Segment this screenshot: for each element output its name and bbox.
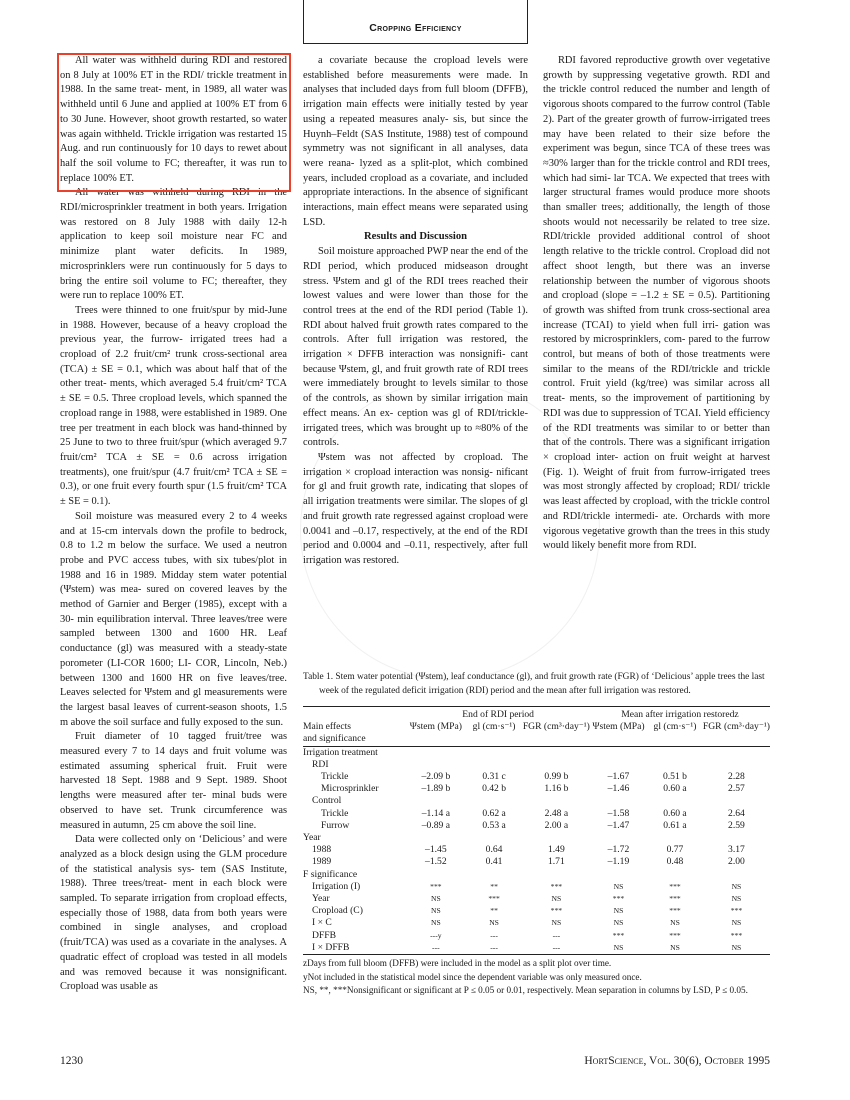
- table-1: [303, 671, 770, 998]
- data-table: [303, 707, 770, 954]
- paragraph: All water was withheld during RDI in the RDI/microsprinkler treatment in both years. Irrigation was restored on 8 July 1988 with daily 12-h application to keep soil moisture near FC and minimize plant water deficits. In 1989, microsprinklers were run continuously for 5 days to bring the entire soil volume to FC; thereafter, they were run to replace 100% ET.: [60, 187, 287, 302]
- table-cell: 0.53 a: [482, 819, 506, 831]
- table-cell: NS: [551, 894, 562, 904]
- table-cell: [703, 759, 770, 771]
- table-column-header: gl (cm·s⁻¹): [472, 721, 516, 733]
- table-row-label: Trickle: [321, 807, 349, 819]
- table-cell: [523, 869, 590, 881]
- table-cell: [465, 759, 523, 771]
- table-cell: 0.61 a: [663, 819, 687, 831]
- table-cell: –1.58: [607, 807, 630, 819]
- table-row-label: RDI: [312, 758, 329, 770]
- section-heading: Results and Discussion: [363, 231, 468, 243]
- table-cell: 2.57: [728, 783, 745, 795]
- text-column-2: [303, 54, 528, 569]
- table-cell: ---y: [430, 930, 442, 940]
- table-row: [303, 820, 770, 832]
- table-cell: 0.62 a: [482, 807, 506, 819]
- table-column-header-row: [303, 721, 770, 733]
- table-cell: –1.52: [425, 856, 447, 868]
- table-cell: ***: [669, 930, 681, 940]
- table-footnotes: [303, 957, 770, 998]
- table-row: [303, 856, 770, 868]
- table-bottom-rule: [303, 954, 770, 955]
- table-row: [303, 942, 770, 954]
- table-group-header-row: [303, 707, 770, 721]
- table-cell: NS: [613, 942, 624, 952]
- table-row-label: 1988: [312, 844, 332, 856]
- table-row: [303, 795, 770, 807]
- table-row-label: DFFB: [312, 929, 336, 941]
- table-footnote: yNot included in the statistical model since the dependent variable was only measured once.: [303, 971, 642, 982]
- table-cell: –1.89 b: [421, 783, 451, 795]
- text-column-1: [60, 54, 287, 995]
- table-cell: [703, 832, 770, 844]
- table-cell: ***: [730, 930, 743, 940]
- table-row-label: Cropload (C): [312, 905, 363, 917]
- table-cell: NS: [670, 942, 680, 952]
- table-row: [303, 893, 770, 905]
- table-cell: NS: [430, 894, 441, 904]
- table-cell: 0.60 a: [663, 783, 687, 795]
- table-cell: **: [490, 881, 498, 891]
- table-cell: 1.71: [547, 856, 565, 868]
- table-cell: 0.99 b: [544, 771, 569, 783]
- table-cell: –1.72: [607, 844, 630, 856]
- table-cell: [647, 746, 703, 759]
- table-cell: [465, 832, 523, 844]
- table-cell: NS: [731, 918, 742, 928]
- table-cell: 0.48: [666, 856, 684, 868]
- table-row: [303, 869, 770, 881]
- table-cell: –1.19: [607, 856, 630, 868]
- table-group-header: Mean after irrigation restoredz: [621, 709, 739, 720]
- table-cell: NS: [613, 918, 624, 928]
- table-row-label: 1989: [312, 856, 332, 868]
- table-cell: ***: [669, 906, 681, 916]
- table-cell: [703, 746, 770, 759]
- table-row-label: F significance: [303, 868, 358, 880]
- journal-citation: HortScience, Vol. 30(6), October 1995: [584, 1055, 770, 1067]
- table-row-label: Year: [312, 893, 330, 905]
- table-cell: 2.00: [728, 856, 745, 868]
- table-cell: NS: [670, 918, 680, 928]
- table-cell: ***: [612, 930, 625, 940]
- table-cell: ***: [550, 906, 563, 916]
- table-cell: [406, 832, 465, 844]
- table-cell: [523, 746, 590, 759]
- table-row: [303, 759, 770, 771]
- paragraph: Soil moisture was measured every 2 to 4 weeks and at 15-cm intervals down the profile to bedrock, 0.8 to 1.2 m below the surface. We used a neutron probe and PVC access tubes, with six tubes/plot in 1988 and 16 in 1989. Midday stem water potential (Ψstem) was mea- sured on covered leaves by the method of Garnier and Berger (1985), except with a 30- min equilibration interval. Three leaves/tree were sampled between 1300 and 1600 HR. Leaf conductance (gl) was measured with a steady-state porometer (LI-COR 1600; LI- COR, Lincoln, Neb.) between 1300 and 1600 HR on five leaves/tree. Leaves selected for Ψstem and gl measurements were the largest basal leaves of current-season shoots, 1.5 m above the soil surface and fully exposed to the sun.: [60, 510, 287, 728]
- table-row: [303, 930, 770, 942]
- table-row: [303, 832, 770, 844]
- table-row-label: Microsprinkler: [321, 783, 379, 795]
- table-cell: 0.77: [666, 844, 684, 856]
- table-column-header: gl (cm·s⁻¹): [653, 721, 697, 733]
- table-row: [303, 783, 770, 795]
- table-cell: [647, 869, 703, 881]
- table-cell: [523, 795, 590, 807]
- table-cell: [590, 869, 647, 881]
- running-header-title: Cropping Efficiency: [369, 22, 462, 34]
- table-cell: [590, 746, 647, 759]
- table-footnote: zDays from full bloom (DFFB) were included in the model as a split plot over time.: [303, 958, 612, 969]
- table-cell: [523, 832, 590, 844]
- table-cell: –1.67: [607, 771, 630, 783]
- table-cell: NS: [731, 894, 742, 904]
- table-cell: NS: [731, 881, 742, 891]
- table-cell: ---: [552, 930, 561, 940]
- table-caption: Table 1. Stem water potential (Ψstem), leaf conductance (gl), and fruit growth rate (FGR) of ‘Delicious’ apple trees the last week of the regulated deficit irrigation (RDI) period and the mean after full irrigation was restored.: [303, 672, 765, 696]
- table-cell: ***: [430, 881, 442, 891]
- table-cell: 1.16 b: [544, 783, 569, 795]
- table-row: [303, 808, 770, 820]
- table-cell: ***: [488, 894, 500, 904]
- table-cell: 0.31 c: [482, 771, 506, 783]
- table-cell: –1.46: [607, 783, 630, 795]
- table-cell: 1.49: [547, 844, 565, 856]
- table-cell: [465, 795, 523, 807]
- table-footnote: NS, **, ***Nonsignificant or significant at P ≤ 0.05 or 0.01, respectively. Mean separation in columns by LSD, P ≤ 0.05.: [303, 985, 748, 996]
- table-cell: 2.28: [728, 771, 745, 783]
- table-cell: [406, 869, 465, 881]
- table-cell: [523, 759, 590, 771]
- table-cell: [647, 832, 703, 844]
- table-cell: NS: [731, 942, 742, 952]
- table-row: [303, 771, 770, 783]
- table-cell: ***: [669, 894, 681, 904]
- table-cell: ***: [550, 881, 563, 891]
- paragraph: Trees were thinned to one fruit/spur by mid-June in 1988. However, because of a heavy cropload the previous year, the furrow- irrigated trees had a cropload of 2.2 fruit/cm² trunk cross-sectional area (TCA) ± SE = 0.1, which was about half that of the other treat- ments, which averaged 5.4 fruit/cm² TCA ± SE = 0.5. Three cropload levels, which spanned the cropload range in 1988, were established in 1989. One tree per treatment in each block was hand-thinned by 25 June to two to three fruit/spur (which averaged 9.7 fruit/cm² TCA ± SE = 0.6 across irrigation treatments), one fruit/spur (4.7 fruit/cm² TCA ± SE = 0.3), or one fruit every fourth spur (1.5 fruit/cm² TCA ± SE = 0.1).: [60, 304, 287, 508]
- table-cell: [590, 795, 647, 807]
- table-cell: [590, 759, 647, 771]
- table-cell: [703, 795, 770, 807]
- table-row: [303, 844, 770, 856]
- paragraph: Fruit diameter of 10 tagged fruit/tree was measured every 7 to 14 days and fruit volume was estimated assuming spherical fruit. Fruit were harvested 18 Sept. 1988 and 9 Sept. 1989. Shoot lengths were measured after ter- minal buds were observed to have set. Trunk circumference was measured in autumn, 25 cm above the soil line.: [60, 731, 287, 831]
- table-column-header: Ψstem (MPa): [409, 721, 462, 733]
- table-cell: [647, 795, 703, 807]
- table-cell: NS: [551, 918, 562, 928]
- table-row-label: Irrigation treatment: [303, 746, 378, 758]
- paragraph: RDI favored reproductive growth over vegetative growth by suppressing vegetative growth. RDI and the trickle control reduced the number and length of vigorous shoots compared to the furrow control (Table 2). Part of the greater growth of furrow-irrigated trees may have been related to their size before the experiment was begun, since TCA of these trees was ≈30% larger than for the trickle control and RDI trees, which had simi- lar TCA. We expected that trees with larger structural frames would produce more shoots than smaller trees; additionally, the length of those shoots would not necessarily be related to tree size. RDI/trickle provided additional control of shoot length relative to the trickle control. Cropload did not affect shoot length, but there was an inverse relationship between the number of vigorous shoots and cropload (slope = –1.2 ± SE = 0.5). Partitioning of growth was shifted from trunk cross-sectional area increase (TCAI) to yield when full irri- gation was restored by microsprinklers, com- pared to the furrow control, but means of both of those treatments were similar to the means of the RDI/trickle and trickle control. Fruit yield (kg/tree) was similar across all treat- ments, so the improvement of partitioning by RDI was due to suppression of TCAI. Yield efficiency of the RDI treatments was similar to or better than that of the controls. There was a significant irrigation × cropload inter- action on fruit weight at harvest (Fig. 1). Weight of fruit from furrow-irrigated trees was most strongly affected by cropload; RDI/ trickle was least affected by cropload, with the trickle control and RDI/trickle intermedi- ate. Orchards with more vigorous vegetative growth than the trees in this study would likely benefit more from RDI.: [543, 55, 770, 552]
- table-cell: 0.41: [485, 856, 503, 868]
- table-column-header: Ψstem (MPa): [592, 721, 645, 733]
- table-row-label: Irrigation (I): [312, 880, 361, 892]
- table-cell: 2.59: [728, 819, 745, 831]
- table-cell: [406, 759, 465, 771]
- table-column-header-row: [303, 733, 770, 746]
- table-cell: 2.64: [728, 807, 745, 819]
- page-number: 1230: [60, 1055, 83, 1067]
- table-cell: 2.48 a: [544, 807, 569, 819]
- table-row-label: I × C: [312, 917, 332, 929]
- table-column-header: FGR (cm³·day⁻¹): [702, 721, 770, 733]
- running-header-box: [303, 0, 528, 44]
- paragraph: Ψstem was not affected by cropload. The irrigation × cropload interaction was nonsig- nificant for gl and fruit growth rate, indicating that slopes of all irrigation treatments were similar. The slopes of gl and fruit growth rate regressed against cropload were 0.0041 and –0.17, respectively, at the end of the RDI period and 0.0004 and –0.11, respectively, after full irrigation was restored.: [303, 451, 528, 566]
- table-row: [303, 881, 770, 893]
- table-cell: ---: [490, 930, 498, 940]
- table-row: [303, 917, 770, 929]
- table-cell: [465, 869, 523, 881]
- table-row-label: Furrow: [321, 819, 350, 831]
- table-cell: 0.51 b: [662, 771, 687, 783]
- table-cell: ***: [612, 894, 625, 904]
- table-cell: **: [490, 906, 498, 916]
- table-cell: [465, 746, 523, 759]
- table-cell: –2.09 b: [421, 771, 451, 783]
- paragraph: Data were collected only on ‘Delicious’ and were analyzed as a block design using the GLM procedure of the statistical analysis sys- tem (SAS Institute, 1988). Three trees/treat- ment in each block were sampled. To separate irrigation from cropload effects, especially those of 1988, data from both years were combined in single analyses, and cropload (fruit/TCA) was used as a covariate in the analyses. A quadratic effect of cropload was tested in all models and was removed because it was nonsignificant. Cropload was usable as: [60, 834, 287, 993]
- table-cell: [406, 795, 465, 807]
- table-cell: –1.14 a: [421, 807, 450, 819]
- table-cell: ***: [730, 906, 743, 916]
- table-cell: 0.60 a: [663, 807, 687, 819]
- paragraph: a covariate because the cropload levels were established before measurements were made. In analyses that included days from full bloom (DFFB), irrigation main effects were initially tested by year using a repeated measures analy- sis, but since the Huynh–Feldt (SAS Institute, 1988) test of compound symmetry was not significant in all analyses, data were reana- lyzed as a split-plot, which combined years, included cropload as a covariate, and included appropriate interactions. In the absence of significant interactions, main effect means were separated using LSD.: [303, 55, 528, 228]
- table-cell: [703, 869, 770, 881]
- table-cell: [590, 832, 647, 844]
- table-row: [303, 746, 770, 759]
- table-row-label: Control: [312, 795, 342, 807]
- table-cell: 3.17: [728, 844, 745, 856]
- table-cell: NS: [489, 918, 499, 928]
- table-row: [303, 905, 770, 917]
- paragraph: All water was withheld during RDI and restored on 8 July at 100% ET in the RDI/ trickle treatment in 1988. In the same treat- ment, in 1989, all water was withheld until 6 June and applied at 100% ET from 6 to 30 June. However, shoot growth restarted, so water was again withheld. Trickle irrigation was restarted 15 Aug. and run continuously for 10 days to rewet about half the soil volume to FC; thereafter, it was run to replace 100% ET.: [60, 55, 287, 184]
- table-cell: ---: [490, 942, 498, 952]
- table-cell: 0.42 b: [482, 783, 507, 795]
- table-row-label: I × DFFB: [312, 941, 350, 953]
- table-cell: NS: [430, 906, 441, 916]
- table-row-label: Trickle: [321, 771, 349, 783]
- table-cell: [647, 759, 703, 771]
- paragraph: Soil moisture approached PWP near the end of the RDI period, which produced midseason drought stress. Ψstem and gl of the RDI trees reached their lowest values and were lower than those for the control trees at the end of the RDI period (Table 1). RDI about halved fruit growth rates compared to the controls. After full irrigation was restored, the irrigation × DFFB interaction was nonsignifi- cant because Ψstem, gl, and fruit growth rate of RDI trees were immediately brought to levels similar to those of the controls, as shown by similar irrigation main effect means. An ex- ception was gl of RDI/trickle-irrigated trees, which was brought up to ≈80% of the controls.: [303, 246, 528, 449]
- text-column-3: [543, 54, 770, 554]
- table-cell: ---: [552, 942, 561, 952]
- table-row-header: and significance: [303, 733, 406, 746]
- table-cell: 0.64: [485, 844, 503, 856]
- table-cell: NS: [430, 918, 441, 928]
- table-row-label: Year: [303, 832, 321, 844]
- table-cell: ***: [669, 881, 681, 891]
- table-group-header: End of RDI period: [462, 709, 534, 720]
- table-cell: NS: [613, 881, 624, 891]
- table-cell: 2.00 a: [544, 819, 569, 831]
- table-cell: –1.45: [425, 844, 447, 856]
- table-row-header: Main effects: [303, 721, 352, 733]
- table-cell: NS: [613, 906, 624, 916]
- table-cell: ---: [432, 942, 440, 952]
- table-column-header: FGR (cm³·day⁻¹): [522, 721, 590, 733]
- table-cell: –1.47: [607, 819, 630, 831]
- table-cell: [406, 746, 465, 759]
- table-cell: –0.89 a: [421, 819, 450, 831]
